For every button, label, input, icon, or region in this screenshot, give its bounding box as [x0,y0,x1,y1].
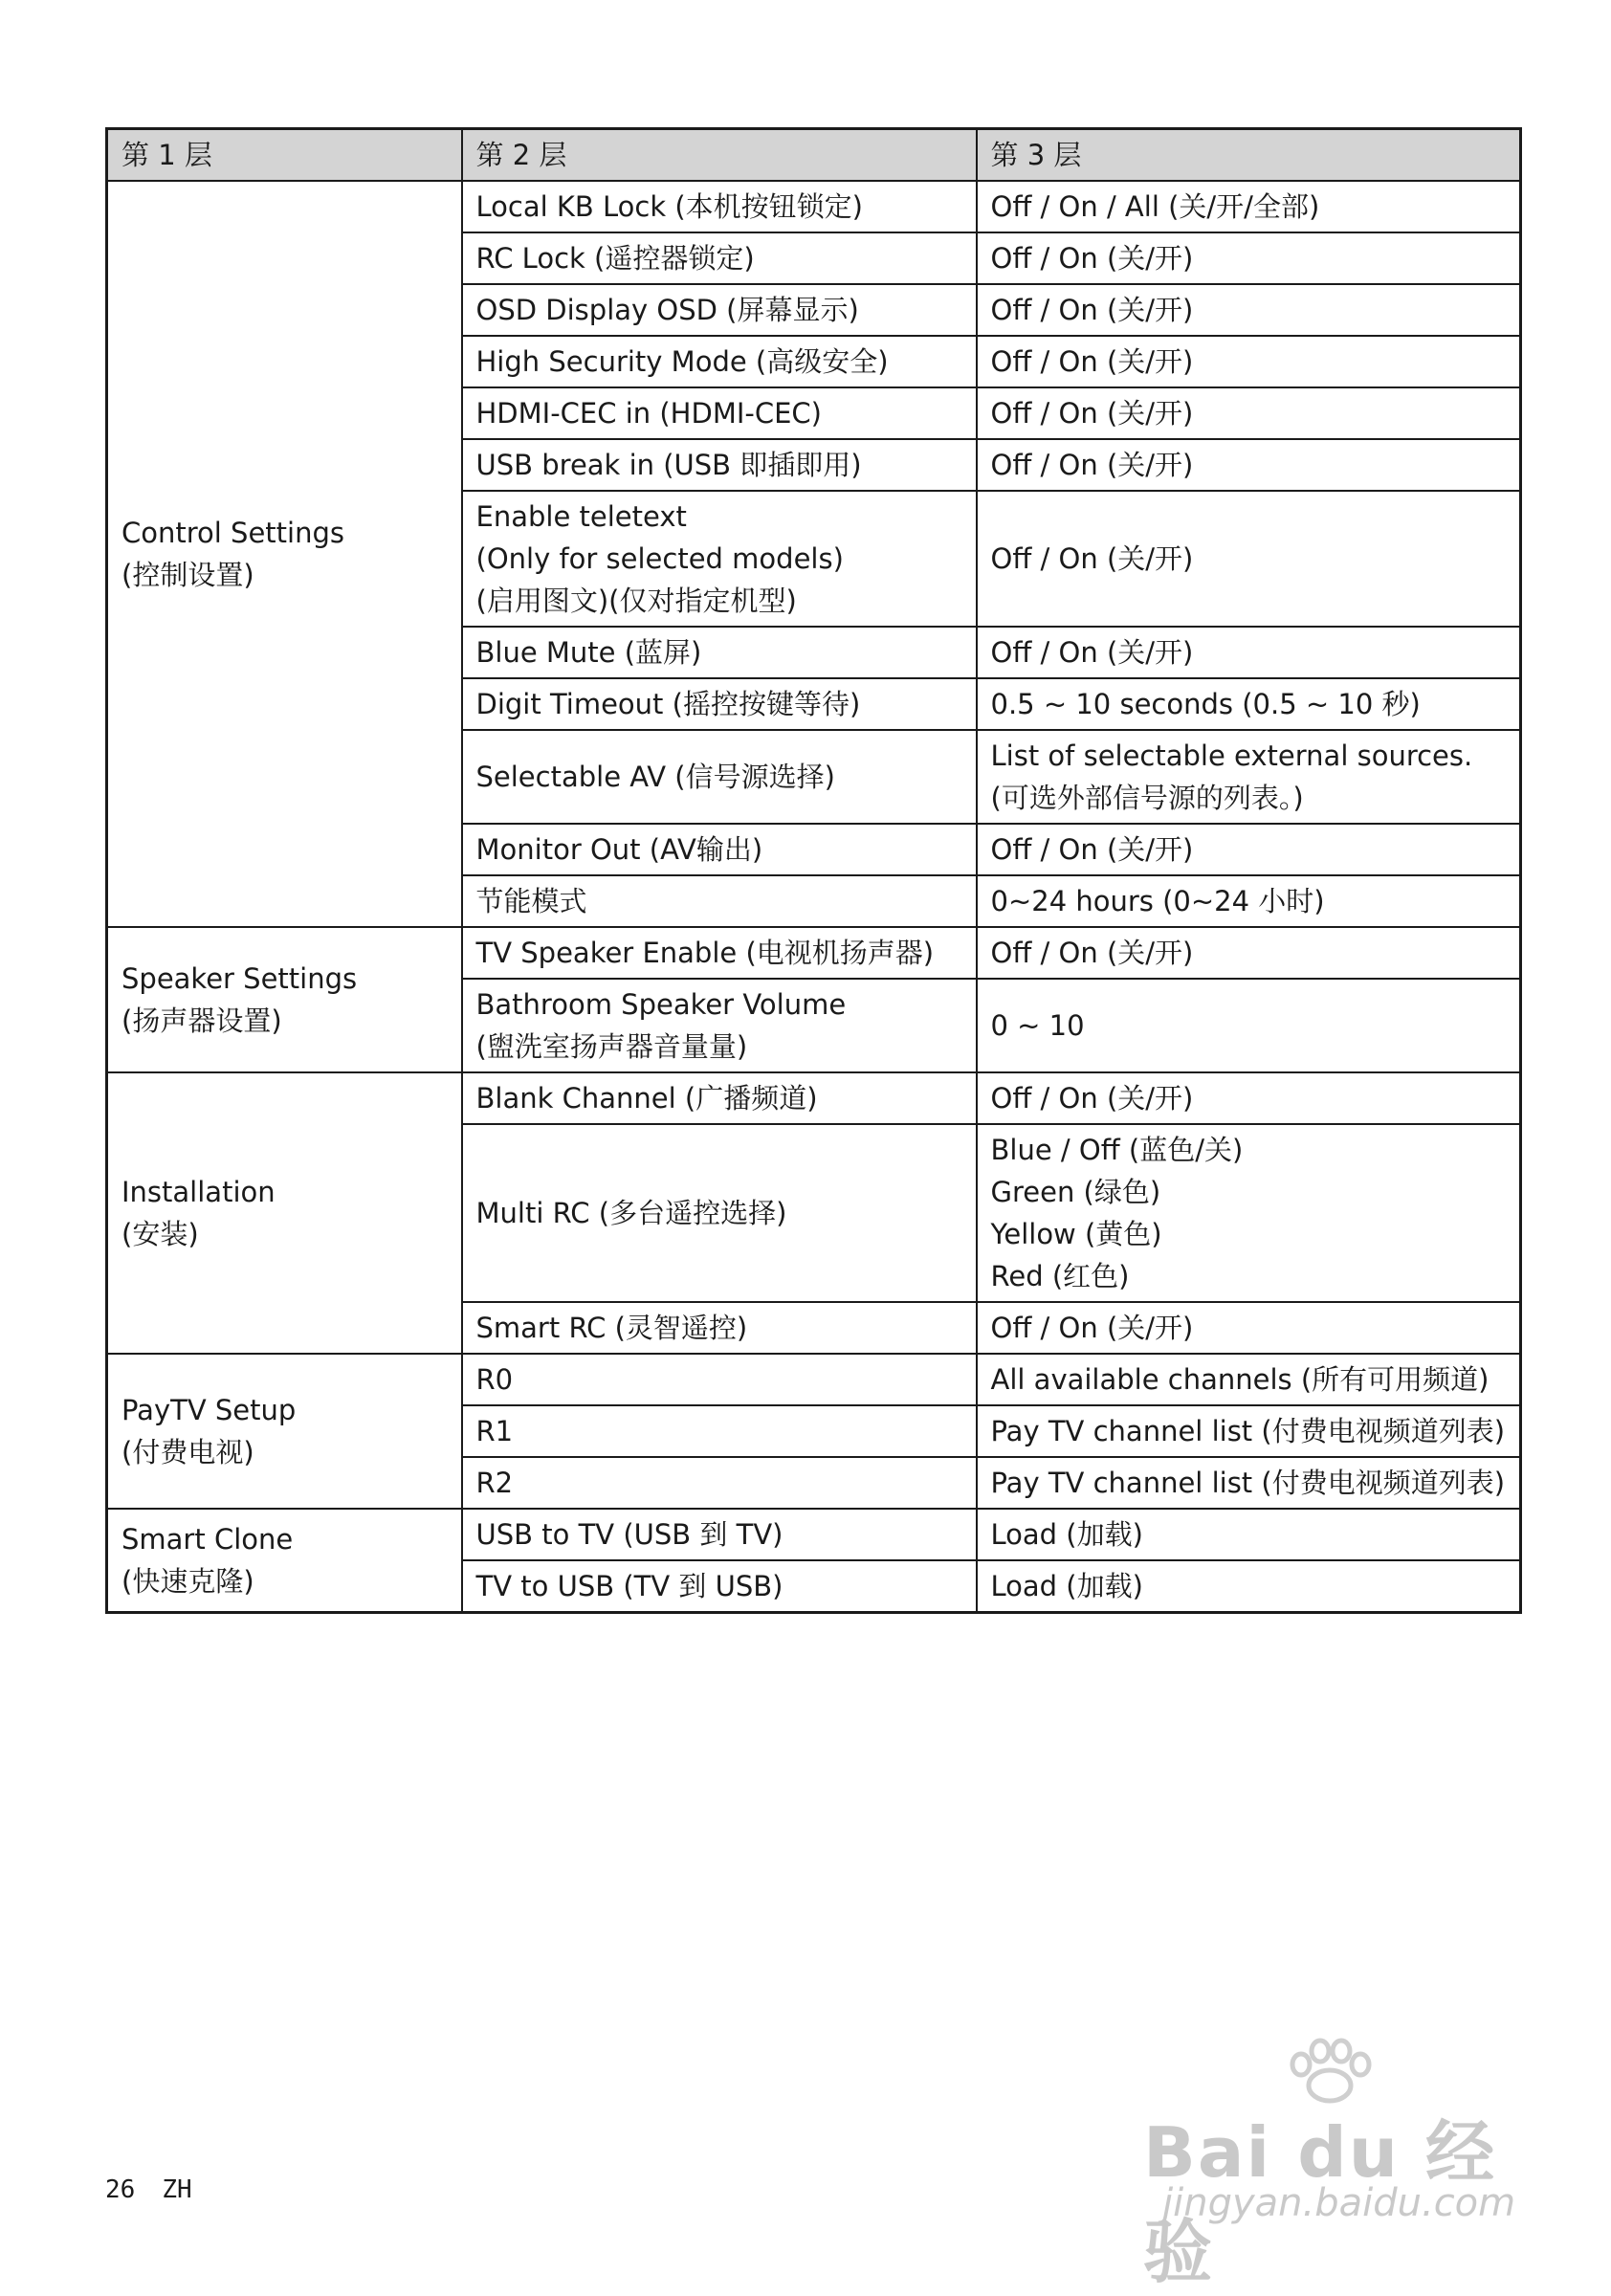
level-2-cell [462,439,977,491]
level-3-cell [977,678,1521,730]
level-2-label: R2 [475,1467,514,1499]
level-2-cell [462,678,977,730]
level-2-label: R1 [475,1415,514,1447]
level-1-label: Control Settings [121,517,344,549]
table-row [107,1072,1521,1124]
level-3-value: 0.5 ~ 10 seconds (0.5 ~ 10 秒) [990,688,1421,720]
watermark-url: jingyan.baidu.com [1162,2181,1516,2225]
level-3-cell [977,1509,1521,1560]
header-level-2: 第 2 层 [462,129,977,182]
level-2-label: Enable teletext [475,500,687,533]
level-2-label: USB to TV (USB 到 TV) [475,1518,783,1551]
level-3-value: Load (加载) [990,1518,1143,1551]
level-3-value: Yellow (黄色) [990,1218,1162,1250]
level-2-label: USB break in (USB 即插即用) [475,449,862,481]
level-2-cell [462,875,977,927]
level-3-value: Green (绿色) [990,1176,1161,1208]
level-1-cell [107,1354,462,1509]
level-2-cell [462,979,977,1072]
level-2-cell [462,927,977,979]
level-3-value: Off / On (关/开) [990,345,1194,378]
level-3-value: Off / On (关/开) [990,242,1194,275]
level-3-value: Blue / Off (蓝色/关) [990,1134,1244,1166]
level-2-cell [462,1124,977,1302]
table-header-row [107,129,1521,182]
level-2-cell [462,824,977,875]
level-1-label: Installation [121,1176,276,1208]
table-row [107,1354,1521,1405]
level-1-cell [107,927,462,1072]
baidu-watermark [1143,2038,1545,2292]
level-1-label: (控制设置) [121,559,254,591]
level-3-cell [977,875,1521,927]
level-3-cell [977,1405,1521,1457]
level-2-cell [462,336,977,387]
level-2-label: Local KB Lock (本机按钮锁定) [475,190,863,223]
level-2-cell [462,491,977,627]
level-3-cell [977,387,1521,439]
level-2-label: Multi RC (多台遥控选择) [475,1197,787,1229]
level-2-cell [462,1354,977,1405]
page-footer [105,2175,219,2204]
level-1-label: Smart Clone [121,1523,294,1556]
level-2-label: TV to USB (TV 到 USB) [475,1570,783,1602]
level-1-label: Speaker Settings [121,962,358,995]
level-3-value: All available channels (所有可用频道) [990,1363,1490,1396]
level-3-value: 0 ~ 10 [990,1009,1085,1042]
level-1-label: (安装) [121,1218,199,1250]
level-2-cell [462,1405,977,1457]
level-3-value: Off / On (关/开) [990,449,1194,481]
watermark-brand: Bai du 经验 [1143,2112,1497,2292]
level-3-cell [977,491,1521,627]
level-3-cell [977,627,1521,678]
level-3-value: Red (红色) [990,1260,1130,1292]
settings-menu-table [105,127,1522,1614]
level-3-cell [977,927,1521,979]
level-3-cell [977,336,1521,387]
level-2-cell [462,387,977,439]
level-1-cell [107,1509,462,1613]
level-3-value: Off / On (关/开) [990,294,1194,326]
level-3-value: List of selectable external sources. [990,740,1473,772]
level-2-cell [462,627,977,678]
level-3-cell [977,284,1521,336]
level-3-value: Off / On (关/开) [990,542,1194,575]
level-3-value: Off / On (关/开) [990,1312,1194,1344]
level-2-label: Selectable AV (信号源选择) [475,761,835,793]
level-2-label: High Security Mode (高级安全) [475,345,889,378]
level-2-cell [462,232,977,284]
level-2-label: Blue Mute (蓝屏) [475,636,702,669]
level-2-label: (启用图文)(仅对指定机型) [475,585,797,617]
header-level-1: 第 1 层 [107,129,462,182]
language-code: ZH [162,2175,192,2204]
level-3-cell [977,1457,1521,1509]
level-2-cell [462,1457,977,1509]
level-3-value: Off / On (关/开) [990,397,1194,430]
level-1-cell [107,181,462,927]
level-1-label: (付费电视) [121,1436,254,1468]
level-2-label: (盥洗室扬声器音量量) [475,1030,748,1063]
level-2-label: Smart RC (灵智遥控) [475,1312,748,1344]
level-2-label: Blank Channel (广播频道) [475,1082,818,1115]
level-1-cell [107,1072,462,1354]
level-1-label: (快速克隆) [121,1565,254,1598]
level-3-value: Off / On (关/开) [990,937,1194,969]
paw-logo-icon [1272,2038,1387,2105]
level-3-value: Off / On (关/开) [990,1082,1194,1115]
table-row [107,181,1521,232]
level-2-cell [462,730,977,824]
level-2-label: HDMI-CEC in (HDMI-CEC) [475,397,822,430]
level-3-cell [977,232,1521,284]
level-2-label: 节能模式 [475,885,587,917]
level-2-label: R0 [475,1363,514,1396]
header-level-3: 第 3 层 [977,129,1521,182]
level-3-value: Off / On / All (关/开/全部) [990,190,1320,223]
level-2-cell [462,1302,977,1354]
level-2-cell [462,284,977,336]
level-2-label: TV Speaker Enable (电视机扬声器) [475,937,935,969]
level-3-value: (可选外部信号源的列表。) [990,782,1304,814]
level-2-cell [462,1560,977,1613]
level-3-cell [977,181,1521,232]
level-2-label: Digit Timeout (摇控按键等待) [475,688,861,720]
level-3-value: Pay TV channel list (付费电视频道列表) [990,1467,1506,1499]
level-1-label: (扬声器设置) [121,1004,282,1037]
level-3-cell [977,1124,1521,1302]
level-2-label: Monitor Out (AV输出) [475,833,763,866]
level-2-cell [462,181,977,232]
level-3-value: Load (加载) [990,1570,1143,1602]
level-2-label: Bathroom Speaker Volume [475,988,847,1021]
level-3-cell [977,439,1521,491]
level-3-cell [977,824,1521,875]
level-2-label: RC Lock (遥控器锁定) [475,242,755,275]
level-3-value: Off / On (关/开) [990,833,1194,866]
level-2-cell [462,1072,977,1124]
level-1-label: PayTV Setup [121,1394,297,1426]
level-3-value: Off / On (关/开) [990,636,1194,669]
table-row [107,927,1521,979]
level-3-cell [977,1302,1521,1354]
level-3-cell [977,730,1521,824]
table-body [107,181,1521,1613]
level-3-cell [977,1072,1521,1124]
level-3-cell [977,979,1521,1072]
page-number: 26 [105,2175,136,2204]
level-3-cell [977,1560,1521,1613]
level-2-label: OSD Display OSD (屏幕显示) [475,294,859,326]
level-3-value: Pay TV channel list (付费电视频道列表) [990,1415,1506,1447]
level-2-cell [462,1509,977,1560]
level-3-cell [977,1354,1521,1405]
level-3-value: 0~24 hours (0~24 小时) [990,885,1325,917]
table-row [107,1509,1521,1560]
level-2-label: (Only for selected models) [475,542,844,575]
